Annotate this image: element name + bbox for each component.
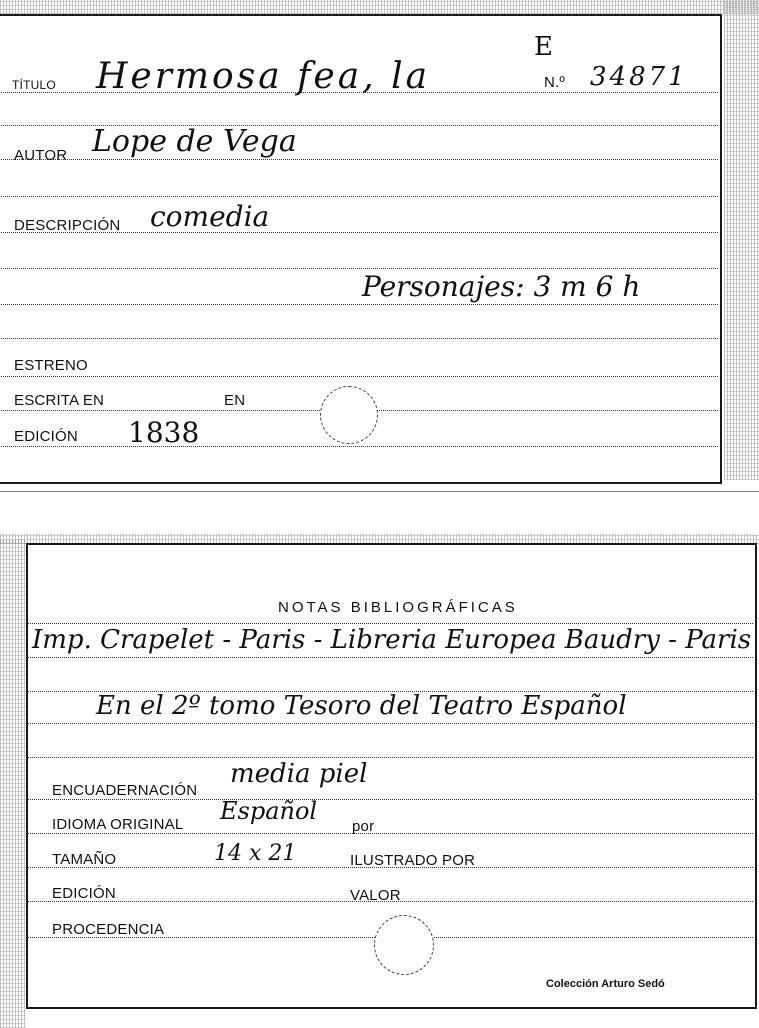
rule bbox=[28, 757, 753, 758]
rule bbox=[28, 799, 753, 800]
idioma-value: Español bbox=[220, 797, 318, 825]
scan-speckle-top bbox=[0, 0, 759, 14]
titulo-label: TÍTULO bbox=[12, 78, 56, 92]
escrita-label: ESCRITA EN bbox=[14, 392, 105, 409]
catalog-card-front bbox=[0, 14, 722, 484]
personajes-value: Personajes: 3 m 6 h bbox=[362, 270, 641, 303]
scan-divider bbox=[0, 491, 759, 492]
scan-speckle-right bbox=[724, 0, 759, 480]
rule bbox=[0, 159, 718, 160]
rule bbox=[0, 196, 718, 197]
mark-e: E bbox=[534, 32, 553, 62]
autor-label: AUTOR bbox=[14, 147, 68, 164]
rule bbox=[0, 304, 718, 305]
scan-speckle-card2-left bbox=[0, 540, 26, 1028]
edicion-value: 1838 bbox=[128, 416, 200, 449]
rule bbox=[0, 338, 718, 339]
rule bbox=[28, 833, 753, 834]
rule bbox=[0, 446, 718, 447]
nota-line1: Imp. Crapelet - Paris - Libreria Europea Baudry - Paris bbox=[32, 625, 752, 655]
num-value: 34871 bbox=[590, 62, 688, 92]
rule bbox=[0, 268, 718, 269]
encuadernacion-value: media piel bbox=[230, 759, 368, 789]
descripcion-label: DESCRIPCIÓN bbox=[14, 217, 121, 234]
rule bbox=[28, 657, 753, 658]
autor-value: Lope de Vega bbox=[92, 124, 297, 159]
punch-hole bbox=[320, 386, 378, 444]
idioma-label: IDIOMA ORIGINAL bbox=[52, 816, 184, 833]
estreno-label: ESTRENO bbox=[14, 357, 88, 374]
nota-line2: En el 2º tomo Tesoro del Teatro Español bbox=[96, 691, 627, 721]
rule bbox=[0, 376, 718, 377]
num-label: N.º bbox=[544, 74, 566, 91]
tamano-label: TAMAÑO bbox=[52, 851, 117, 868]
edicion-label-2: EDICIÓN bbox=[52, 885, 116, 902]
notas-title: NOTAS BIBLIOGRÁFICAS bbox=[278, 599, 518, 616]
ilustrado-label: ILUSTRADO POR bbox=[350, 852, 476, 869]
coleccion-footer: Colección Arturo Sedó bbox=[546, 978, 665, 990]
descripcion-value: comedia bbox=[150, 200, 270, 233]
edicion-label: EDICIÓN bbox=[14, 428, 78, 445]
valor-label: VALOR bbox=[350, 887, 401, 904]
procedencia-label: PROCEDENCIA bbox=[52, 921, 165, 938]
por-label: por bbox=[352, 818, 375, 835]
catalog-card-back bbox=[26, 543, 757, 1009]
titulo-value: Hermosa fea, la bbox=[96, 56, 431, 97]
rule bbox=[28, 623, 753, 624]
en-label: EN bbox=[224, 392, 246, 409]
encuadernacion-label: ENCUADERNACIÓN bbox=[52, 782, 198, 799]
punch-hole bbox=[374, 915, 434, 975]
rule bbox=[28, 723, 753, 724]
tamano-value: 14 x 21 bbox=[214, 841, 297, 866]
